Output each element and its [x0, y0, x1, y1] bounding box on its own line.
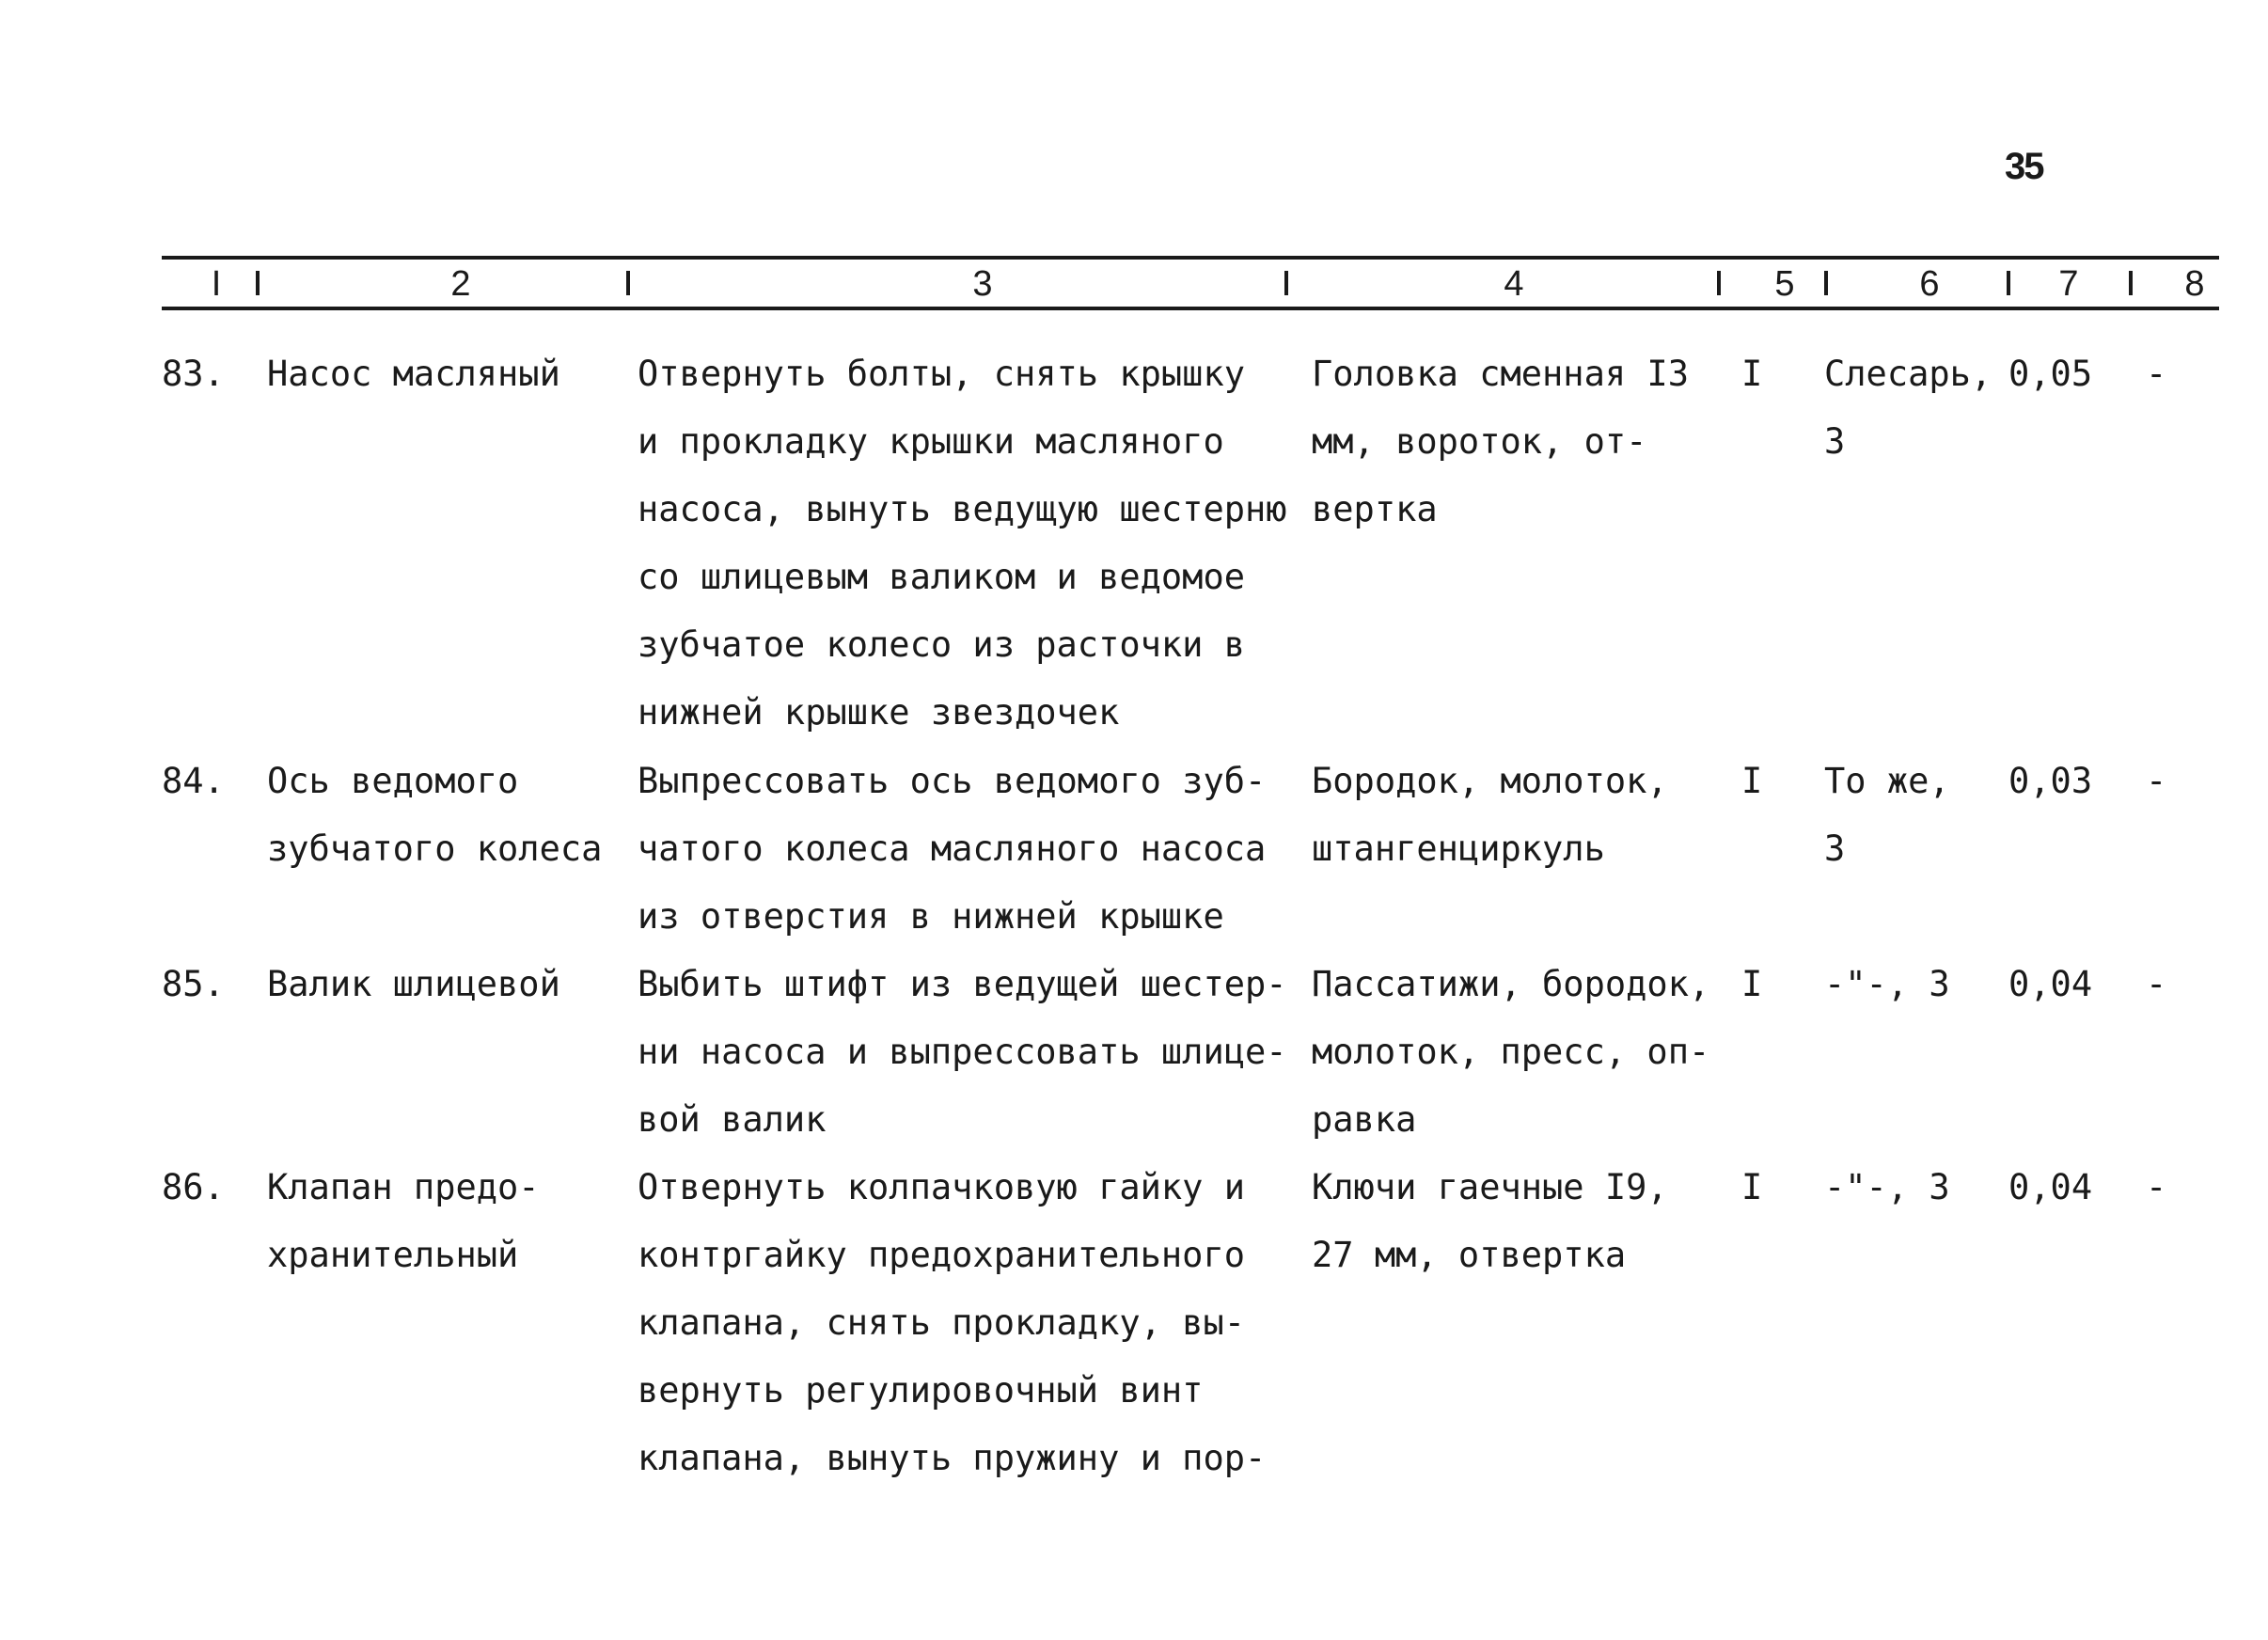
header-separator	[1824, 271, 1828, 295]
time-norm: 0,03	[2008, 761, 2093, 801]
time-norm: 0,05	[2008, 354, 2093, 394]
tools-text: Головка сменная I3 мм, вороток, от- вертка	[1312, 354, 1689, 529]
tools-text: Бородок, молоток, штангенциркуль	[1312, 761, 1668, 869]
header-separator	[2007, 271, 2010, 295]
header-col-5: 5	[1774, 264, 1795, 304]
operation-text: Отвернуть болты, снять крышку и прокладку крышки масляного насоса, вынуть ведущую шестерню со шлицевым валиком и ведомое зубчатое колесо из расточки в нижней крышке звездочек	[638, 354, 1287, 733]
header-bottom-rule	[162, 307, 2219, 310]
header-col-3: 3	[972, 264, 993, 304]
note: -	[2146, 761, 2167, 801]
header-col-2: 2	[450, 264, 471, 304]
row-number: 83.	[162, 354, 225, 394]
quantity: I	[1741, 1167, 1763, 1207]
part-name: Валик шлицевой	[267, 964, 560, 1004]
operation-text: Отвернуть колпачковую гайку и контргайку предохранительного клапана, снять прокладку, вы- вернуть регулировочный винт клапана, вынуть пружину и пор-	[638, 1167, 1267, 1478]
quantity: I	[1741, 761, 1763, 801]
header-col-7: 7	[2058, 264, 2079, 304]
header-col-4: 4	[1504, 264, 1524, 304]
profession: То же, 3	[1824, 761, 1950, 869]
profession: Слесарь, 3	[1824, 354, 1992, 462]
time-norm: 0,04	[2008, 1167, 2093, 1207]
header-separator	[2129, 271, 2133, 295]
tools-text: Пассатижи, бородок, молоток, пресс, оп- равка	[1312, 964, 1710, 1140]
row-number: 85.	[162, 964, 225, 1004]
header-separator	[1284, 271, 1288, 295]
row-number: 84.	[162, 761, 225, 801]
part-name: Ось ведомого зубчатого колеса	[267, 761, 603, 869]
header-separator	[256, 271, 260, 295]
note: -	[2146, 964, 2167, 1004]
profession: -"-, 3	[1824, 964, 1950, 1004]
header-col-8: 8	[2184, 264, 2205, 304]
profession: -"-, 3	[1824, 1167, 1950, 1207]
part-name: Клапан предо- хранительный	[267, 1167, 540, 1275]
header-col-1: I	[211, 264, 222, 304]
header-col-6: 6	[1919, 264, 1940, 304]
header-separator	[1717, 271, 1721, 295]
operation-text: Выбить штифт из ведущей шестер- ни насоса и выпрессовать шлице- вой валик	[638, 964, 1287, 1140]
operation-text: Выпрессовать ось ведомого зуб- чатого колеса масляного насоса из отверстия в нижней крышке	[638, 761, 1267, 937]
quantity: I	[1741, 964, 1763, 1004]
note: -	[2146, 1167, 2167, 1207]
page-number: 35	[2005, 146, 2043, 187]
row-number: 86.	[162, 1167, 225, 1207]
time-norm: 0,04	[2008, 964, 2093, 1004]
part-name: Насос масляный	[267, 354, 560, 394]
header-top-rule	[162, 256, 2219, 260]
note: -	[2146, 354, 2167, 394]
tools-text: Ключи гаечные I9, 27 мм, отвертка	[1312, 1167, 1668, 1275]
header-separator	[626, 271, 630, 295]
quantity: I	[1741, 354, 1763, 394]
